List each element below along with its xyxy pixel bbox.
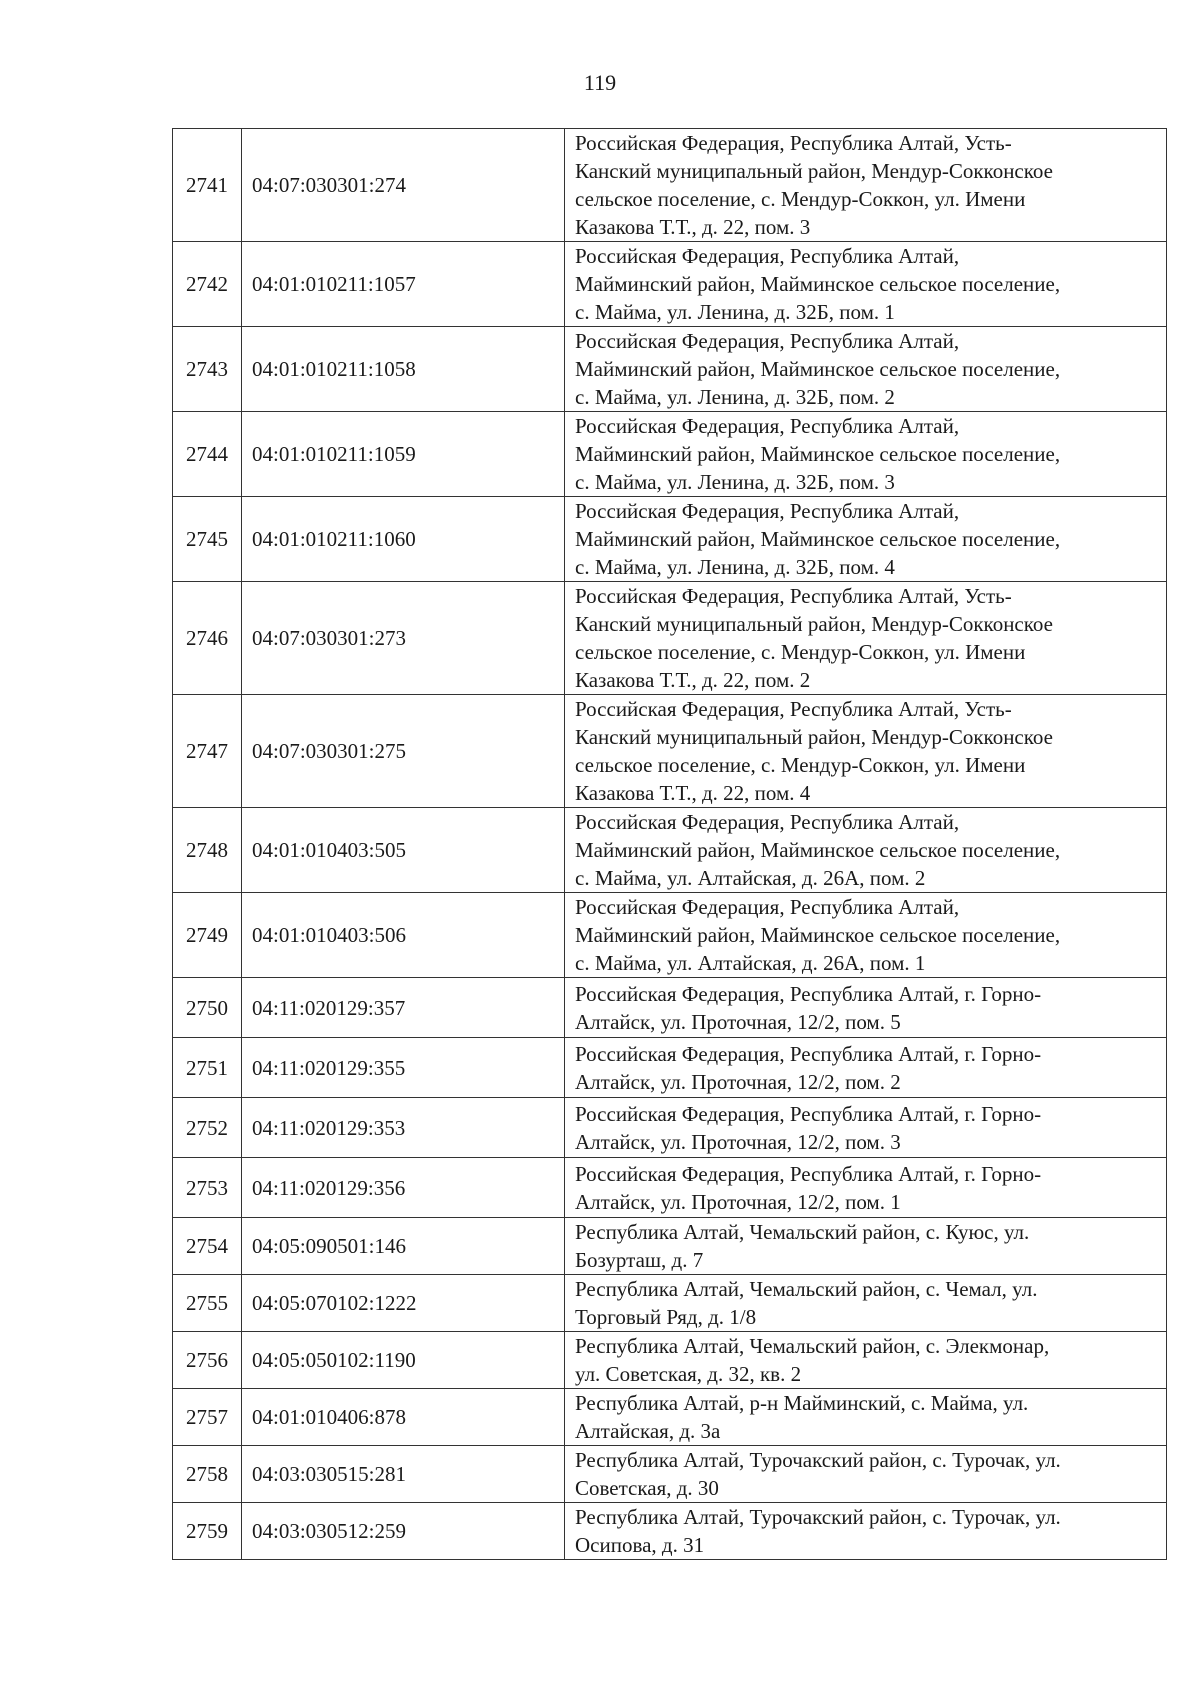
cadastral-number-cell: 04:03:030515:281 bbox=[242, 1446, 565, 1503]
cadastral-number-cell: 04:01:010211:1060 bbox=[242, 497, 565, 582]
address-cell bbox=[565, 808, 1167, 893]
table-row bbox=[173, 695, 1167, 808]
address-line: Майминский район, Майминское сельское поселение, bbox=[575, 272, 1061, 296]
cadastral-number-cell: 04:07:030301:275 bbox=[242, 695, 565, 808]
address-line: Майминский район, Майминское сельское поселение, bbox=[575, 838, 1061, 862]
row-number-cell: 2744 bbox=[173, 412, 242, 497]
address-line: Российская Федерация, Республика Алтай, bbox=[575, 499, 960, 523]
cadastral-number-cell: 04:11:020129:356 bbox=[242, 1158, 565, 1218]
row-number-cell: 2747 bbox=[173, 695, 242, 808]
cadastral-number-cell: 04:01:010403:506 bbox=[242, 893, 565, 978]
address-line: Российская Федерация, Республика Алтай, Усть- bbox=[575, 697, 1012, 721]
address-line: с. Майма, ул. Ленина, д. 32Б, пом. 3 bbox=[575, 470, 895, 494]
address-line: Майминский район, Майминское сельское поселение, bbox=[575, 527, 1061, 551]
address-line: Российская Федерация, Республика Алтай, г. Горно- bbox=[575, 1101, 1042, 1126]
address-line: с. Майма, ул. Ленина, д. 32Б, пом. 4 bbox=[575, 555, 895, 579]
address-cell bbox=[565, 242, 1167, 327]
address-line: Майминский район, Майминское сельское поселение, bbox=[575, 357, 1061, 381]
table-row bbox=[173, 1446, 1167, 1503]
address-line: Канский муниципальный район, Мендур-Сокконское bbox=[575, 612, 1053, 636]
address-cell bbox=[565, 1446, 1167, 1503]
address-line: с. Майма, ул. Ленина, д. 32Б, пом. 1 bbox=[575, 300, 895, 324]
address-line: сельское поселение, с. Мендур-Соккон, ул. Имени bbox=[575, 187, 1026, 211]
page-number: 119 bbox=[583, 70, 617, 95]
address-line: Майминский район, Майминское сельское поселение, bbox=[575, 442, 1061, 466]
cadastral-number-cell: 04:07:030301:273 bbox=[242, 582, 565, 695]
address-line: Алтайская, д. 3а bbox=[575, 1419, 721, 1443]
table-row bbox=[173, 242, 1167, 327]
address-cell bbox=[565, 582, 1167, 695]
address-line: сельское поселение, с. Мендур-Соккон, ул. Имени bbox=[575, 640, 1026, 664]
address-line: Республика Алтай, Турочакский район, с. Турочак, ул. bbox=[575, 1505, 1061, 1529]
address-cell bbox=[565, 1218, 1167, 1275]
address-line: с. Майма, ул. Алтайская, д. 26А, пом. 1 bbox=[575, 951, 926, 975]
address-line: Российская Федерация, Республика Алтай, Усть- bbox=[575, 584, 1012, 608]
row-number-cell: 2749 bbox=[173, 893, 242, 978]
table-row bbox=[173, 1275, 1167, 1332]
address-cell bbox=[565, 412, 1167, 497]
cadastral-number-cell: 04:05:070102:1222 bbox=[242, 1275, 565, 1332]
table-row bbox=[173, 808, 1167, 893]
row-number-cell: 2750 bbox=[173, 978, 242, 1038]
table-row bbox=[173, 497, 1167, 582]
table-row bbox=[173, 412, 1167, 497]
table-row bbox=[173, 1158, 1167, 1218]
address-line: Алтайск, ул. Проточная, 12/2, пом. 1 bbox=[575, 1189, 901, 1214]
address-line: Республика Алтай, Чемальский район, с. Чемал, ул. bbox=[575, 1277, 1038, 1301]
row-number-cell: 2752 bbox=[173, 1098, 242, 1158]
address-cell bbox=[565, 1389, 1167, 1446]
table-row bbox=[173, 893, 1167, 978]
address-line: Бозурташ, д. 7 bbox=[575, 1248, 704, 1272]
address-line: Майминский район, Майминское сельское поселение, bbox=[575, 923, 1061, 947]
cadastral-number-cell: 04:01:010211:1059 bbox=[242, 412, 565, 497]
address-line: Канский муниципальный район, Мендур-Сокконское bbox=[575, 725, 1053, 749]
table-row bbox=[173, 1218, 1167, 1275]
address-line: сельское поселение, с. Мендур-Соккон, ул. Имени bbox=[575, 753, 1026, 777]
cadastral-number-cell: 04:05:090501:146 bbox=[242, 1218, 565, 1275]
cadastral-number-cell: 04:11:020129:355 bbox=[242, 1038, 565, 1098]
address-cell bbox=[565, 497, 1167, 582]
address-line: Казакова Т.Т., д. 22, пом. 2 bbox=[575, 668, 811, 692]
cadastral-number-cell: 04:11:020129:357 bbox=[242, 978, 565, 1038]
address-cell bbox=[565, 893, 1167, 978]
table-row bbox=[173, 129, 1167, 242]
table-row bbox=[173, 327, 1167, 412]
row-number-cell: 2755 bbox=[173, 1275, 242, 1332]
row-number-cell: 2746 bbox=[173, 582, 242, 695]
address-line: Алтайск, ул. Проточная, 12/2, пом. 2 bbox=[575, 1069, 901, 1094]
address-cell bbox=[565, 978, 1167, 1038]
table-row bbox=[173, 582, 1167, 695]
cadastral-number-cell: 04:07:030301:274 bbox=[242, 129, 565, 242]
address-line: Российская Федерация, Республика Алтай, bbox=[575, 895, 960, 919]
table-row bbox=[173, 1332, 1167, 1389]
row-number-cell: 2756 bbox=[173, 1332, 242, 1389]
table-row bbox=[173, 1389, 1167, 1446]
cadastral-number-cell: 04:01:010406:878 bbox=[242, 1389, 565, 1446]
address-line: Республика Алтай, р-н Майминский, с. Майма, ул. bbox=[575, 1391, 1029, 1415]
address-line: Алтайск, ул. Проточная, 12/2, пом. 3 bbox=[575, 1129, 901, 1154]
table-row bbox=[173, 978, 1167, 1038]
cadastral-number-cell: 04:01:010211:1057 bbox=[242, 242, 565, 327]
address-line: с. Майма, ул. Ленина, д. 32Б, пом. 2 bbox=[575, 385, 895, 409]
row-number-cell: 2748 bbox=[173, 808, 242, 893]
address-line: Республика Алтай, Чемальский район, с. Куюс, ул. bbox=[575, 1220, 1030, 1244]
row-number-cell: 2753 bbox=[173, 1158, 242, 1218]
address-line: Российская Федерация, Республика Алтай, bbox=[575, 810, 960, 834]
address-line: с. Майма, ул. Алтайская, д. 26А, пом. 2 bbox=[575, 866, 926, 890]
cadastral-number-cell: 04:05:050102:1190 bbox=[242, 1332, 565, 1389]
address-line: Республика Алтай, Чемальский район, с. Элекмонар, bbox=[575, 1334, 1050, 1358]
row-number-cell: 2742 bbox=[173, 242, 242, 327]
address-cell bbox=[565, 1038, 1167, 1098]
registry-table-body bbox=[173, 129, 1167, 1560]
row-number-cell: 2758 bbox=[173, 1446, 242, 1503]
address-line: Казакова Т.Т., д. 22, пом. 4 bbox=[575, 781, 811, 805]
address-line: ул. Советская, д. 32, кв. 2 bbox=[575, 1362, 802, 1386]
address-cell bbox=[565, 129, 1167, 242]
address-cell bbox=[565, 1158, 1167, 1218]
address-line: Советская, д. 30 bbox=[575, 1476, 719, 1500]
table-row bbox=[173, 1038, 1167, 1098]
address-cell bbox=[565, 327, 1167, 412]
address-line: Торговый Ряд, д. 1/8 bbox=[575, 1305, 757, 1329]
row-number-cell: 2751 bbox=[173, 1038, 242, 1098]
address-line: Российская Федерация, Республика Алтай, bbox=[575, 414, 960, 438]
cadastral-number-cell: 04:03:030512:259 bbox=[242, 1503, 565, 1560]
table-row bbox=[173, 1503, 1167, 1560]
address-line: Казакова Т.Т., д. 22, пом. 3 bbox=[575, 215, 811, 239]
cadastral-number-cell: 04:01:010403:505 bbox=[242, 808, 565, 893]
address-line: Российская Федерация, Республика Алтай, Усть- bbox=[575, 131, 1012, 155]
address-line: Осипова, д. 31 bbox=[575, 1533, 705, 1557]
address-cell bbox=[565, 1503, 1167, 1560]
address-cell bbox=[565, 1332, 1167, 1389]
address-line: Российская Федерация, Республика Алтай, bbox=[575, 329, 960, 353]
row-number-cell: 2743 bbox=[173, 327, 242, 412]
row-number-cell: 2754 bbox=[173, 1218, 242, 1275]
cadastral-number-cell: 04:01:010211:1058 bbox=[242, 327, 565, 412]
address-cell bbox=[565, 1275, 1167, 1332]
address-line: Канский муниципальный район, Мендур-Сокконское bbox=[575, 159, 1053, 183]
property-registry-table bbox=[172, 128, 1167, 1560]
table-row bbox=[173, 1098, 1167, 1158]
row-number-cell: 2745 bbox=[173, 497, 242, 582]
address-line: Республика Алтай, Турочакский район, с. Турочак, ул. bbox=[575, 1448, 1061, 1472]
address-line: Российская Федерация, Республика Алтай, г. Горно- bbox=[575, 1161, 1042, 1186]
address-cell bbox=[565, 695, 1167, 808]
address-cell bbox=[565, 1098, 1167, 1158]
row-number-cell: 2759 bbox=[173, 1503, 242, 1560]
cadastral-number-cell: 04:11:020129:353 bbox=[242, 1098, 565, 1158]
address-line: Российская Федерация, Республика Алтай, г. Горно- bbox=[575, 1041, 1042, 1066]
row-number-cell: 2741 bbox=[173, 129, 242, 242]
address-line: Российская Федерация, Республика Алтай, bbox=[575, 244, 960, 268]
row-number-cell: 2757 bbox=[173, 1389, 242, 1446]
address-line: Алтайск, ул. Проточная, 12/2, пом. 5 bbox=[575, 1009, 901, 1034]
address-line: Российская Федерация, Республика Алтай, г. Горно- bbox=[575, 981, 1042, 1006]
